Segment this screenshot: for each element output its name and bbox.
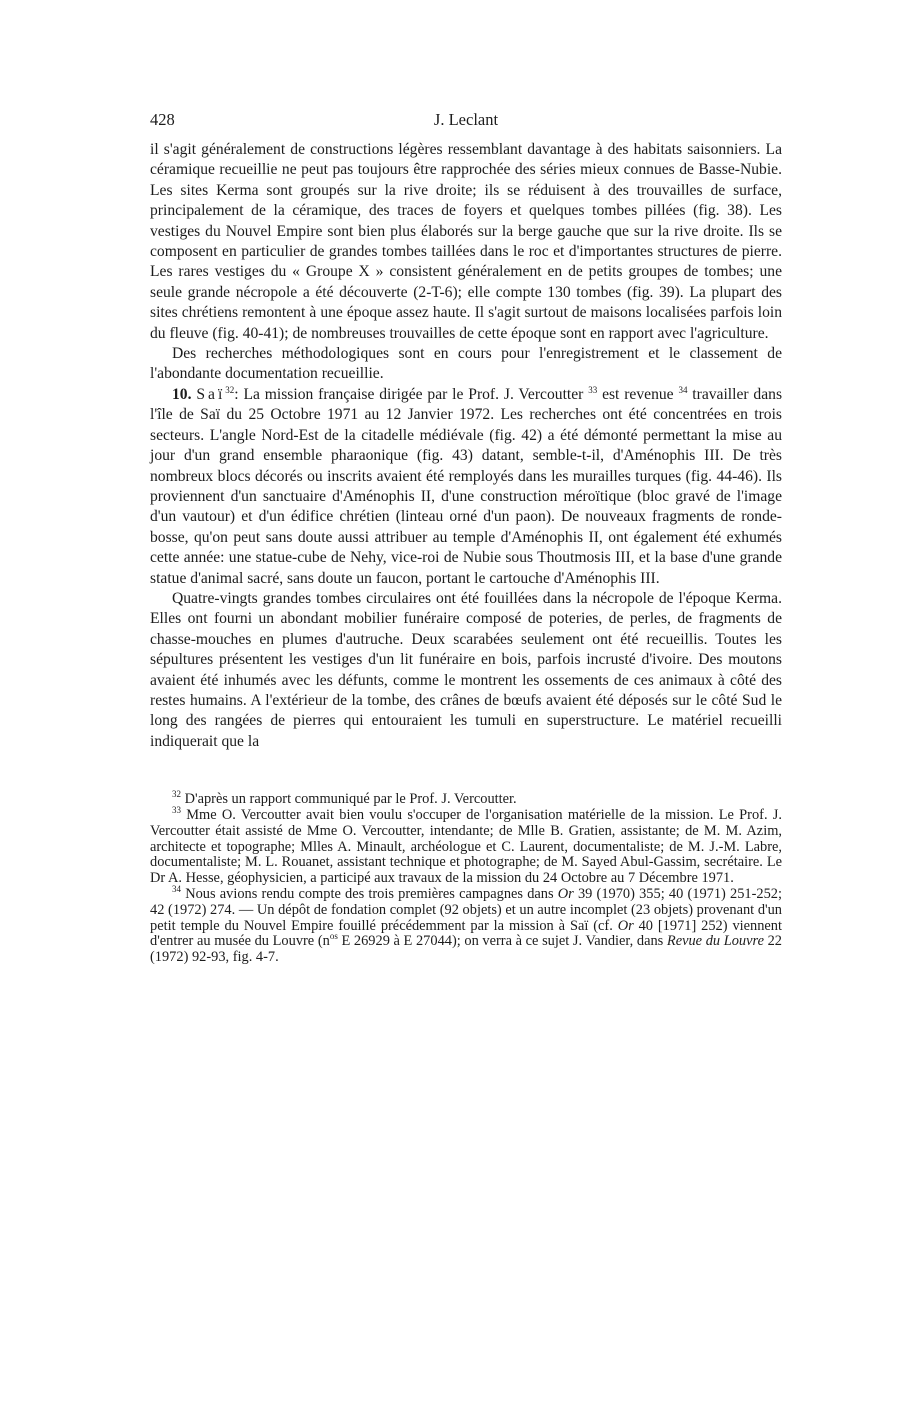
journal-abbrev-or: Or (557, 885, 574, 902)
footnote-34-text-4: E 26929 à E 27044); on verra à ce sujet J. Vandier, dans (337, 933, 667, 950)
footnote-ref-32: 32 (225, 384, 235, 395)
page-number: 428 (150, 110, 175, 129)
footnote-33-text: Mme O. Vercoutter avait bien voulu s'occuper de l'organisation matérielle de la mission. Le Prof. J. Vercoutter était assisté de Mme O. Vercoutter, intendante; de Mlle B. Gratien, assistante; de M. M. Azim, architecte et topographe; Mlles A. Minault, archéologue et C. Laurent, documentaliste; de M. J.-M. Labre, documentaliste; M. L. Rouanet, assistant technique et photographe; de M. Sayed Abul-Gassim, secrétaire. Le Dr A. Hesse, géophysicien, a participé aux travaux de la mission du 24 Octobre au 7 Décembre 1971. (150, 806, 782, 887)
footnote-32 (150, 789, 782, 808)
footnote-34 (150, 884, 782, 966)
paragraph-3-text-b: est revenue (597, 385, 674, 403)
paragraph-2: Des recherches méthodologiques sont en cours pour l'enregistrement et le classement de l'abondante documentation recueillie. (150, 345, 782, 383)
footnote-mark-33: 33 (172, 805, 181, 816)
footnote-34-text-3: 40 [1971] 252) viennent d'entrer au musée du Louvre (n (150, 917, 782, 950)
footnote-mark-32: 32 (172, 789, 181, 800)
body-text (150, 140, 782, 752)
footnote-34-text-1: Nous avions rendu compte des trois premières campagnes dans (181, 885, 558, 902)
numero-superscript: os (329, 931, 338, 942)
paragraph-3-sai (150, 385, 782, 589)
footnote-32-text: D'après un rapport communiqué par le Prof. J. Vercoutter. (181, 791, 517, 808)
section-place: Saï (196, 385, 226, 403)
footnote-34-text-2: 39 (1970) 355; 40 (1971) 251-252; 42 (1972) 274. — Un dépôt de fondation complet (92 objets) et un autre incomplet (23 objets) provenant d'un petit temple du Nouvel Empire fouillé précédemment par la mission à Saï (cf. (150, 885, 782, 934)
document-page (150, 110, 782, 966)
footnote-ref-34: 34 (678, 384, 688, 395)
footnotes (150, 789, 782, 966)
journal-title-revue-du-louvre: Revue du Louvre (666, 933, 764, 950)
footnote-34-text-5: 22 (1972) 92-93, fig. 4-7. (150, 933, 782, 966)
journal-abbrev-or: Or (617, 917, 634, 934)
paragraph-4: Quatre-vingts grandes tombes circulaires ont été fouillées dans la nécropole de l'époque Kerma. Elles ont fourni un abondant mobilier funéraire composé de poteries, de perles, de fragments de chasse-mouches en plumes d'autruche. Deux scarabées seulement ont été recueillis. Toutes les sépultures présentent les vestiges d'un lit funéraire en bois, parfois incrusté d'ivoire. Des moutons avaient été inhumés avec les défunts, comme le montrent les ossements de ces animaux à côté des restes humains. A l'extérieur de la tombe, des crânes de bœufs avaient été déposés sur le côté Sud le long des rangées de pierres qui entouraient les tumuli en superstructure. Le matériel recueilli indiquerait que la (150, 589, 782, 750)
footnote-mark-34: 34 (172, 884, 181, 895)
footnote-ref-33: 33 (588, 384, 598, 395)
running-title: J. Leclant (433, 110, 499, 129)
paragraph-3-text-c: travailler dans l'île de Saï du 25 Octobre 1971 au 12 Janvier 1972. Les recherches ont été concentrées en trois secteurs. L'angle Nord-Est de la citadelle médiévale (fig. 42) a été démonté permettant la mise au jour d'un grand ensemble pharaonique (fig. 43) datant, semble-t-il, d'Aménophis III. De très nombreux blocs décorés ou inscrits avaient été remployés dans les murailles turques (fig. 44-46). Ils proviennent d'un sanctuaire d'Aménophis II, d'une construction méroïtique (bloc gravé de l'image d'un vautour) et d'un édifice chrétien (linteau orné d'un paon). De nouveaux fragments de ronde-bosse, qu'on peut sans doute aussi attribuer au temple d'Aménophis II, ont également été exhumés cette année: une statue-cube de Nehy, vice-roi de Nubie sous Thoutmosis III, et la base d'une grande statue d'animal sacré, sans doute un faucon, portant le cartouche d'Aménophis III. (150, 385, 783, 587)
section-number: 10. (172, 385, 192, 403)
running-header (150, 110, 782, 140)
paragraph-3-text-a: : La mission française dirigée par le Prof. J. Vercoutter (234, 385, 584, 403)
paragraph-1: il s'agit généralement de constructions légères ressemblant davantage à des habitats saisonniers. La céramique recueillie ne peut pas toujours être rapprochée des séries mieux connues de Basse-Nubie. Les sites Kerma sont groupés sur la rive droite; ils se réduisent à des trouvailles de surface, principalement de la céramique, des traces de foyers et quelques tombes pillées (fig. 38). Les vestiges du Nouvel Empire sont bien plus élaborés sur la berge gauche que sur la rive droite. Ils se composent en particulier de grandes tombes taillées dans le roc et d'importantes structures de pierre. Les rares vestiges du « Groupe X » consistent généralement en de petits groupes de tombes; une seule grande nécropole a été découverte (2-T-6); elle compte 130 tombes (fig. 39). La plupart des sites chrétiens remontent à une époque assez haute. Il s'agit surtout de maisons localisées parfois loin du fleuve (fig. 40-41); de nombreuses trouvailles de cette époque sont en rapport avec l'agriculture. (150, 141, 782, 342)
footnote-33 (150, 805, 782, 887)
